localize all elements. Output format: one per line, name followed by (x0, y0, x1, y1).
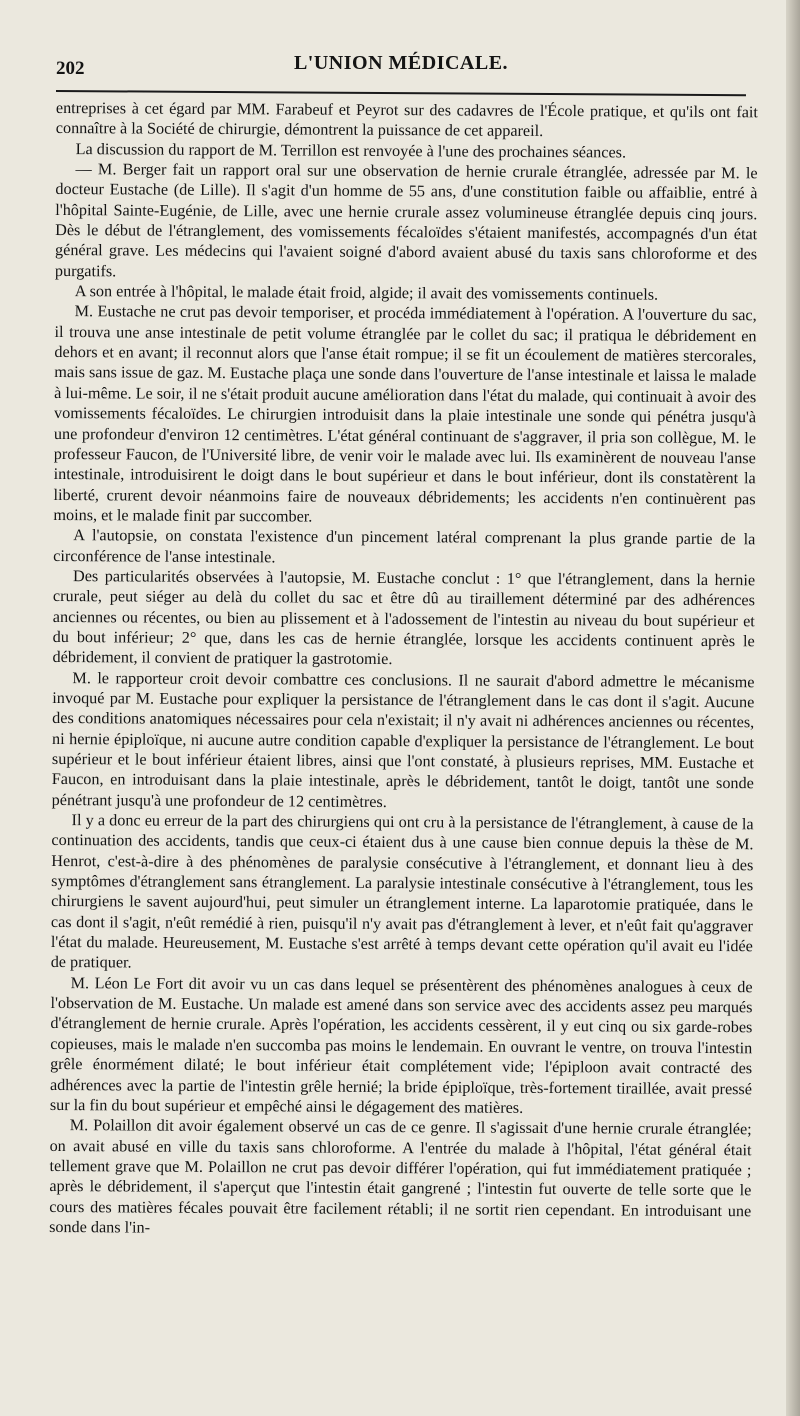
paragraph: A l'autopsie, on constata l'existence d'un pincement latéral comprenant la plus grande partie de la circonférence de l'anse intestinale. (53, 526, 756, 566)
paragraph: M. le rapporteur croit devoir combattre ces conclusions. Il ne saurait d'abord admettre le mécanisme invoqué par M. Eustache pour expliquer la persistance de l'étranglement dans le cas dont il s'agit. Aucune des conditions anatomiques nécessaires pour cela n'existait; il n'y avait ni adhérences anciennes ou récentes, ni hernie épiploïque, ni aucune autre condition capable d'expliquer la persistance de l'étranglement. Le bout supérieur et le bout inférieur étaient libres, ainsi que l'ont constaté, à plusieurs reprises, MM. Eustache et Faucon, en introduisant dans la plaie intestinale, après le débridement, tantôt le doigt, tantôt une sonde pénétrant jusqu'à une profondeur de 12 centimètres. (51, 668, 755, 811)
paragraph: entreprises à cet égard par MM. Farabeuf et Peyrot sur des cadavres de l'École pratique, et qu'ils ont fait connaître à la Société de chirurgie, démontrent la puissance de cet appareil. (55, 98, 758, 141)
running-title: L'UNION MÉDICALE. (293, 52, 509, 74)
body-text (49, 98, 758, 1242)
page-number: 202 (56, 58, 85, 79)
paragraph: Des particularités observées à l'autopsie, M. Eustache conclut : 1° que l'étranglement, dans la hernie crurale, peut siéger au delà du collet du sac et être dû au tiraillement déterminé par des adhérences anciennes ou récentes, ou bien au plissement et à l'adossement de l'intestin au niveau du bout supérieur et du bout inférieur; 2° que, dans les cas de hernie étranglée, lorsque les accidents continuent après le débridement, il convient de pratiquer la gastrotomie. (52, 567, 756, 669)
paragraph: La discussion du rapport de M. Terrillon est renvoyée à l'une des prochaines séances. (75, 139, 627, 162)
header-rule (56, 90, 746, 96)
paragraph: — M. Berger fait un rapport oral sur une observation de hernie crurale étranglée, adressée par M. le docteur Eustache (de Lille). Il s'agit d'un homme de 55 ans, d'une constitution faible ou affaiblie, entré à l'hôpital Sainte-Eugénie, de Lille, avec une hernie crurale assez volumineuse étranglée depuis cinq jours. Dès le début de l'étranglement, des vomissements fécaloïdes s'étaient manifestés, accompagnés d'un état général grave. Les médecins qui l'avaient soigné d'abord avaient abusé du taxis sans chloroforme et des purgatifs. (54, 160, 758, 281)
paragraph: M. Eustache ne crut pas devoir temporiser, et procéda immédiatement à l'opération. A l'ouverture du sac, il trouva une anse intestinale de petit volume étranglée par le collet du sac; il pratiqua le débridement en dehors et en avant; il reconnut alors que l'anse était rompue; il se fit un écoulement de matières stercorales, mais sans issue de gaz. M. Eustache plaça une sonde dans l'ouverture de l'anse intestinale et laissa le malade à lui-même. Le soir, il ne s'était produit aucune amélioration dans l'état du malade, qui continuait à avoir des vomissements fécaloïdes. Le chirurgien introduisit dans la plaie intestinale une sonde qui pénétra jusqu'à une profondeur d'environ 12 centimètres. L'état général continuant de s'aggraver, il pria son collègue, M. le professeur Faucon, de l'Université libre, de venir voir le malade avec lui. Ils examinèrent de nouveau l'anse intestinale, introduisirent le doigt dans le bout supérieur et dans le bout inférieur, dont ils constatèrent la liberté, crurent devoir néanmoins faire de nouveaux débridements; les accidents n'en continuèrent pas moins, et le malade finit par succomber. (53, 302, 757, 526)
page-header (56, 52, 746, 82)
page-spine-shadow (786, 0, 800, 1416)
paragraph: Il y a donc eu erreur de la part des chirurgiens qui ont cru à la persistance de l'étranglement, à cause de la continuation des accidents, tandis que ceux-ci étaient dus à une cause bien connue depuis la thèse de M. Henrot, c'est-à-dire à des phénomènes de paralysie consécutive à l'étranglement, et donnant lieu à des symptômes d'étranglement sans étranglement. La paralysie intestinale consécutive à l'étranglement, tous les chirurgiens le savent aujourd'hui, peut simuler un étranglement interne. La laparotomie pratiquée, dans le cas dont il s'agit, n'eût remédié à rien, puisqu'il n'y avait pas d'étranglement à lever, et n'eût fait qu'aggraver l'état du malade. Heureusement, M. Eustache s'est arrêté à temps devant cette opération qu'il avait eu l'idée de pratiquer. (50, 811, 754, 972)
paragraph: A son entrée à l'hôpital, le malade était froid, algide; il avait des vomissements continuels. (74, 282, 659, 304)
paragraph: M. Léon Le Fort dit avoir vu un cas dans lequel se présentèrent des phénomènes analogues à ceux de l'observation de M. Eustache. Un malade est amené dans son service avec des accidents assez peu marqués d'étranglement de hernie crurale. Après l'opération, les accidents cessèrent, il y eut cinq ou six garde-robes copieuses, mais le malade n'en succomba pas moins le lendemain. En ouvrant le ventre, on trouva l'intestin grêle énormément dilaté; le bout inférieur était complétement vide; l'épiploon avait contracté des adhérences avec la partie de l'intestin grêle hernié; la bride épiploïque, très-fortement tiraillée, avait pressé sur la fin du bout supérieur et empêché ainsi le dégagement des matières. (49, 973, 753, 1117)
paragraph: M. Polaillon dit avoir également observé un cas de ce genre. Il s'agissait d'une hernie crurale étranglée; on avait abusé en ville du taxis sans chloroforme. A l'entrée du malade à l'hôpital, l'état général était tellement grave que M. Polaillon ne crut pas devoir différer l'opération, qui fut immédiatement pratiquée ; après le débridement, il s'aperçut que l'intestin était gangrené ; l'intestin fut ouverte de telle sorte que le cours des matières fécales pouvait être facilement rétabli; il ne sortit rien cependant. En introduisant une sonde dans l'in- (49, 1116, 752, 1237)
